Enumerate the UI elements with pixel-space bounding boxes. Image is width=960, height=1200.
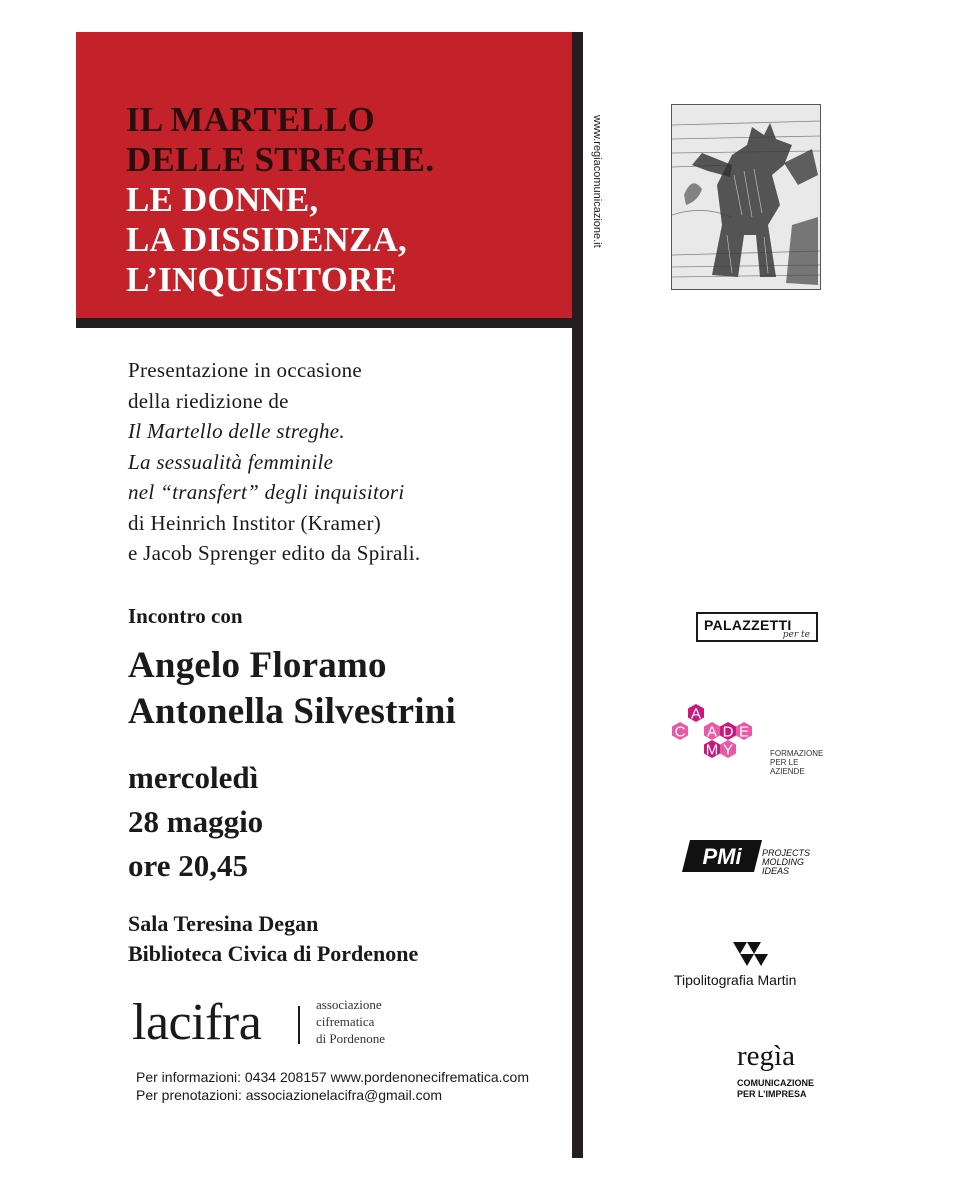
title-line-5: L’INQUISITORE <box>126 260 398 299</box>
event-date: 28 maggio <box>128 804 264 839</box>
lacifra-sub-line-3: di Pordenone <box>316 1031 385 1046</box>
pmi-logo-name: PMi <box>702 844 742 869</box>
booking-contact-line[interactable]: Per prenotazioni: associazionelacifra@gmail.com <box>136 1087 443 1103</box>
tipolitografia-icon <box>731 940 771 968</box>
academy-hex-a1 <box>688 704 704 723</box>
event-time: ore 20,45 <box>128 848 248 883</box>
academy-letter-y: Y <box>722 741 734 759</box>
regia-sub-line-2: PER L’IMPRESA <box>737 1089 807 1099</box>
palazzetti-logo-name: PALAZZETTI <box>704 617 792 633</box>
meeting-label: Incontro con <box>128 604 243 628</box>
pmi-sub-line-2: MOLDING <box>762 857 805 867</box>
title-line-3: LE DONNE, <box>126 180 319 219</box>
lacifra-sub-line-2: cifrematica <box>316 1014 375 1029</box>
intro-line-7: e Jacob Sprenger edito da Spirali. <box>128 541 421 565</box>
title-block <box>76 32 572 320</box>
pmi-sub-line-1: PROJECTS <box>762 848 811 858</box>
regia-sub-line-1: COMUNICAZIONE <box>737 1078 814 1088</box>
intro-line-4: La sessualità femminile <box>128 450 334 474</box>
academy-letter-c: C <box>674 723 686 741</box>
event-day: mercoledì <box>128 760 259 795</box>
demon-engraving-image <box>671 104 821 290</box>
regia-logo-name: regìa <box>737 1040 795 1072</box>
academy-letter-e: E <box>738 723 750 741</box>
speaker-name-2: Antonella Silvestrini <box>128 691 456 732</box>
academy-sub-line-3: AZIENDE <box>770 767 805 776</box>
lacifra-logo: lacifra <box>132 994 262 1051</box>
title-line-2: DELLE STREGHE. <box>126 140 435 179</box>
title-line-4: LA DISSIDENZA, <box>126 220 407 259</box>
academy-letter-d: D <box>722 723 734 741</box>
academy-sub-line-1: FORMAZIONE <box>770 749 824 758</box>
intro-line-5: nel “transfert” degli inquisitori <box>128 480 405 504</box>
info-contact-line[interactable]: Per informazioni: 0434 208157 www.pordenonecifrematica.com <box>136 1069 529 1085</box>
palazzetti-logo-tagline: per te <box>782 630 810 640</box>
title-underline-bar <box>76 318 580 328</box>
lacifra-sub-line-1: associazione <box>316 997 382 1012</box>
lacifra-logo-divider <box>298 1006 300 1044</box>
vertical-divider-bar <box>572 32 583 1158</box>
academy-letter-a: A <box>706 723 718 741</box>
svg-text:A: A <box>690 705 702 723</box>
intro-line-2: della riedizione de <box>128 389 289 413</box>
speaker-name-1: Angelo Floramo <box>128 645 387 686</box>
academy-sub-line-2: PER LE <box>770 758 799 767</box>
palazzetti-logo <box>696 612 818 642</box>
website-vertical-text[interactable]: www.regiacomunicazione.it <box>591 115 603 248</box>
pmi-logo <box>682 838 762 874</box>
pmi-sub-line-3: IDEAS <box>762 866 790 876</box>
intro-line-1: Presentazione in occasione <box>128 358 363 382</box>
tipolitografia-logo-name: Tipolitografia Martin <box>674 972 797 988</box>
venue-place: Biblioteca Civica di Pordenone <box>128 941 419 966</box>
academy-letter-m: M <box>705 741 719 759</box>
intro-line-3: Il Martello delle streghe. <box>128 419 345 443</box>
title-line-1: IL MARTELLO <box>126 100 375 139</box>
venue-room: Sala Teresina Degan <box>128 911 319 936</box>
intro-line-6: di Heinrich Institor (Kramer) <box>128 511 382 535</box>
